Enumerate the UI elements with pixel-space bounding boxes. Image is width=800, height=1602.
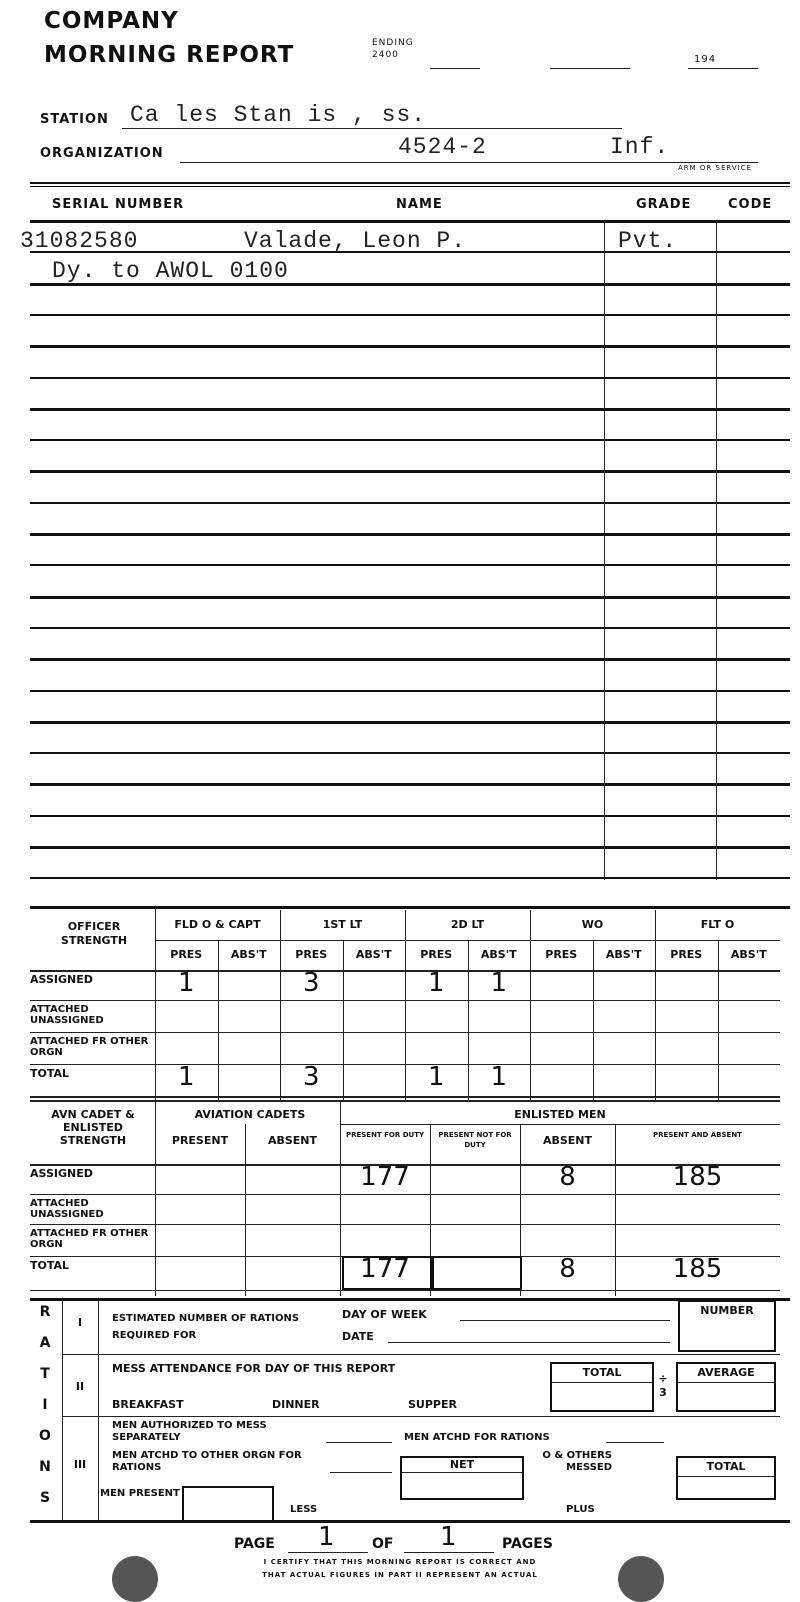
officer-subcol-header: ABS'T [230, 948, 267, 961]
enlisted-men-label: ENLISTED MEN [514, 1108, 606, 1121]
date-label: DATE [342, 1330, 374, 1343]
organization-value: 4524-2 [398, 134, 487, 160]
officer-subcol-divider [343, 940, 344, 1100]
organization-label: ORGANIZATION [40, 146, 164, 161]
officer-cell: 1 [490, 1062, 508, 1092]
col-name: NAME [396, 197, 443, 212]
officer-row-label: TOTAL [30, 1067, 70, 1080]
enlisted-cell: 185 [672, 1162, 723, 1192]
ending-label: ENDING [372, 38, 414, 48]
certify-line-1: I CERTIFY THAT THIS MORNING REPORT IS CORRECT AND [263, 1558, 537, 1566]
rations-total-label: TOTAL [706, 1460, 746, 1473]
officer-subcol-header: PRES [670, 948, 703, 961]
roster-rule [30, 721, 790, 724]
code-divider [716, 220, 717, 880]
col-code: CODE [728, 197, 773, 212]
officer-group-header: FLD O & CAPT [174, 918, 261, 931]
enlisted-row-label: ATTACHED UNASSIGNED [30, 1198, 104, 1220]
officer-row-label: ATTACHED FR OTHER ORGN [30, 1036, 149, 1058]
supper-label: SUPPER [408, 1398, 457, 1411]
average-label: AVERAGE [697, 1366, 755, 1379]
enlisted-row-label: TOTAL [30, 1259, 70, 1272]
enlisted-top-rule [30, 1100, 780, 1102]
officer-cell: 1 [427, 1062, 445, 1092]
mess-total-label: TOTAL [582, 1366, 622, 1379]
enlisted-row-label: ASSIGNED [30, 1167, 93, 1180]
officer-cell: 3 [302, 968, 320, 998]
officer-subcol-divider [593, 940, 594, 1100]
officer-subcol-header: PRES [295, 948, 328, 961]
roster-rule [30, 690, 790, 692]
page-number: 1 [318, 1522, 335, 1552]
roster-rule [30, 408, 790, 411]
enlisted-col-header: PRESENT NOT FOR DUTY [438, 1131, 512, 1149]
roster-rule [30, 502, 790, 504]
men-present-box[interactable] [182, 1486, 274, 1522]
officer-subcol-header: PRES [545, 948, 578, 961]
entry-grade: Pvt. [618, 228, 678, 254]
less-label: LESS [290, 1504, 318, 1515]
entry-remark: Dy. to AWOL 0100 [52, 258, 289, 284]
divide-by-3: ÷ 3 [658, 1372, 668, 1399]
enlisted-row-rule [30, 1224, 780, 1225]
of-label: OF [372, 1536, 394, 1552]
roster-rule [30, 658, 790, 661]
roster-rule [30, 314, 790, 316]
plus-label: PLUS [566, 1504, 595, 1515]
entry-serial: 31082580 [20, 228, 139, 254]
col-grade: GRADE [636, 197, 692, 212]
enlisted-col-divider [155, 1100, 156, 1296]
form-title-line2: MORNING REPORT [44, 42, 295, 68]
officer-subcol-header: ABS'T [605, 948, 642, 961]
rations-letter: A [39, 1335, 51, 1351]
enlisted-col-header: PRESENT [171, 1134, 229, 1147]
enlisted-col-header: ABSENT [542, 1134, 593, 1147]
roster-rule [30, 596, 790, 599]
rations-letter: T [40, 1366, 50, 1382]
entry-name: Valade, Leon P. [244, 228, 467, 254]
form-title-line1: COMPANY [44, 8, 179, 34]
enlisted-row-label: ATTACHED FR OTHER ORGN [30, 1228, 149, 1250]
enlisted-col-divider [245, 1124, 246, 1296]
men-atchd-label: MEN ATCHD FOR RATIONS [404, 1432, 550, 1443]
o-others-label: O & OTHERS MESSED [542, 1450, 612, 1473]
arm-service-label: ARM OR SERVICE [678, 164, 753, 172]
officer-subcol-divider [718, 940, 719, 1100]
col-serial-number: SERIAL NUMBER [52, 197, 185, 212]
enlisted-cell: 177 [360, 1254, 410, 1284]
total-not-duty-box[interactable] [432, 1256, 522, 1290]
rations-letter: R [39, 1304, 51, 1320]
rations-letter: O [39, 1428, 51, 1444]
enlisted-cell: 8 [559, 1254, 576, 1284]
officer-header-rule [155, 940, 780, 941]
enlisted-col-header: ABSENT [267, 1134, 318, 1147]
number-label: NUMBER [700, 1304, 754, 1317]
rations-letter: S [39, 1490, 51, 1506]
aviation-cadets-label: AVIATION CADETS [194, 1108, 306, 1121]
punch-hole-left [112, 1556, 158, 1602]
page-label: PAGE [234, 1536, 275, 1552]
roster-rule [30, 846, 790, 849]
officer-cell: 1 [177, 968, 195, 998]
enlisted-cell: 177 [360, 1162, 410, 1192]
officer-group-header: FLT O [700, 918, 735, 931]
breakfast-label: BREAKFAST [112, 1398, 184, 1411]
enlisted-cell: 8 [559, 1162, 576, 1192]
enlisted-row-rule [30, 1194, 780, 1195]
certify-line-2: THAT ACTUAL FIGURES IN PART II REPRESENT AN ACTUAL [262, 1571, 538, 1579]
officer-row-rule [30, 1000, 780, 1001]
officer-subcol-header: ABS'T [730, 948, 767, 961]
estimated-rations-label: ESTIMATED NUMBER OF RATIONS REQUIRED FOR [112, 1313, 300, 1341]
officer-cell: 1 [427, 968, 445, 998]
officer-row-rule [30, 1032, 780, 1033]
rations-section-3: III [73, 1458, 87, 1471]
organization-arm: Inf. [610, 134, 670, 160]
officer-col-divider [530, 910, 531, 1100]
roster-rule [30, 345, 790, 348]
men-atchd-other-label: MEN ATCHD TO OTHER ORGN FOR RATIONS [112, 1450, 302, 1473]
roster-rule [30, 877, 790, 879]
enlisted-strength-title: AVN CADET & ENLISTED STRENGTH [51, 1108, 135, 1147]
rations-section-2: II [75, 1380, 85, 1393]
net-label: NET [449, 1458, 475, 1471]
officer-group-header: 1ST LT [322, 918, 363, 931]
officer-col-divider [655, 910, 656, 1100]
rations-section-1: I [77, 1316, 83, 1329]
enlisted-cell: 185 [672, 1254, 723, 1284]
total-present-box[interactable] [342, 1256, 432, 1290]
roster-rule [30, 470, 790, 473]
officer-group-header: 2D LT [450, 918, 485, 931]
roster-rule [30, 533, 790, 536]
mess-attendance-label: MESS ATTENDANCE FOR DAY OF THIS REPORT [112, 1362, 396, 1375]
officer-row-label: ATTACHED UNASSIGNED [30, 1004, 104, 1026]
officer-subcol-header: PRES [420, 948, 453, 961]
roster-rule [30, 627, 790, 629]
officer-cell: 1 [490, 968, 508, 998]
enlisted-col-header: PRESENT FOR DUTY [345, 1131, 425, 1139]
roster-rule [30, 815, 790, 817]
station-label: STATION [40, 112, 109, 127]
ending-time: 2400 [372, 50, 399, 60]
officer-label-divider [155, 908, 156, 1100]
year-prefix: 194 [694, 54, 717, 65]
roster-rule [30, 439, 790, 441]
rations-letter: N [39, 1459, 51, 1475]
officer-row-label: ASSIGNED [30, 973, 93, 986]
officer-group-header: WO [581, 918, 604, 931]
officer-subcol-header: ABS'T [355, 948, 392, 961]
roster-rule [30, 377, 790, 379]
grade-divider [604, 220, 605, 880]
day-of-week-label: DAY OF WEEK [342, 1308, 427, 1321]
officer-subcol-header: PRES [170, 948, 203, 961]
roster-rule [30, 220, 790, 223]
roster-rule [30, 752, 790, 754]
officer-subcol-divider [218, 940, 219, 1100]
pages-label: PAGES [502, 1536, 553, 1552]
roster-rule [30, 564, 790, 566]
officer-cell: 3 [302, 1062, 320, 1092]
officer-row-rule [30, 1096, 780, 1098]
station-value: Ca les Stan is , ss. [130, 102, 427, 128]
officer-subcol-header: ABS'T [480, 948, 517, 961]
page-total: 1 [440, 1522, 457, 1552]
enlisted-row-rule [30, 1290, 780, 1291]
officer-cell: 1 [177, 1062, 195, 1092]
men-present-label: MEN PRESENT [100, 1488, 180, 1499]
rations-letter: I [42, 1397, 48, 1413]
dinner-label: DINNER [272, 1398, 320, 1411]
officer-strength-title: OFFICER STRENGTH [60, 920, 128, 947]
enlisted-col-header: PRESENT AND ABSENT [653, 1131, 742, 1139]
roster-rule [30, 783, 790, 786]
punch-hole-right [618, 1556, 664, 1602]
men-authorized-label: MEN AUTHORIZED TO MESS SEPARATELY [112, 1420, 267, 1443]
enlisted-group-rule [340, 1124, 780, 1125]
